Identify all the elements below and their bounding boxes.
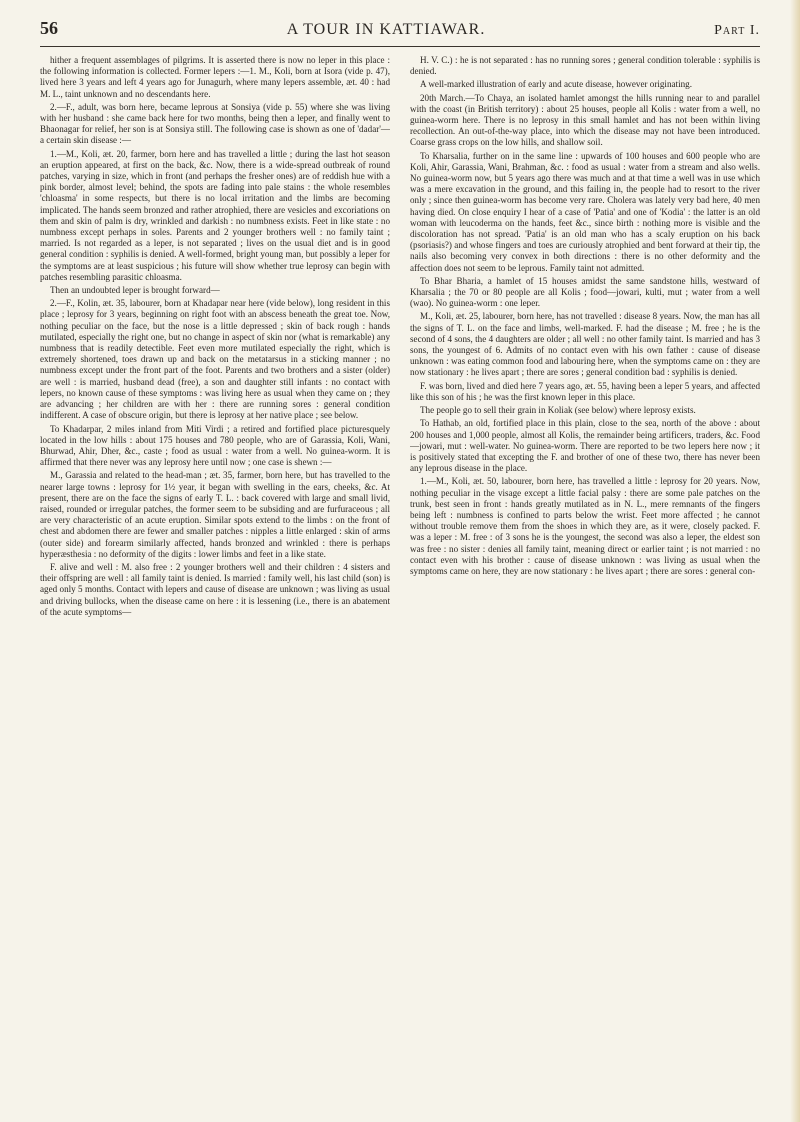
paragraph: 20th March.—To Chaya, an isolated hamlet amongst the hills running near to and parallel with the coast (in British territory) : about 25 houses, people all Kolis : water from a well, no guinea-worm here. There is no leprosy in this small hamlet and has not been within living recollection. An out-of-the-way place, into which the disease may not have been introduced. Coarse grass crops on the low hills, and shallow soil. [410, 92, 760, 148]
left-column [40, 55, 390, 1105]
paragraph: To Bhar Bharia, a hamlet of 15 houses amidst the same sandstone hills, westward of Kharsalia ; the 70 or 80 people are all Kolis ; food—jowari, kulti, mut ; water from a well (wao). No guinea-worm : one leper. [410, 275, 760, 309]
paragraph: The people go to sell their grain in Koliak (see below) where leprosy exists. [420, 405, 696, 416]
running-header [40, 18, 760, 40]
part-label: Part I. [714, 23, 760, 38]
right-column [410, 55, 760, 1105]
book-page [40, 18, 760, 1108]
page-number: 56 [40, 18, 58, 38]
paragraph: M., Garassia and related to the head-man ; æt. 35, farmer, born here, but has travelled to the nearer large towns : leprosy for 1½ year, it began with swelling in the ears, cheeks, &c. At present, there are on the face the signs of early T. L. : back covered with large and small livid, raised, rounded or irregular patches, the former seem to be subsiding and are furfuraceous ; all are very characteristic of an acute eruption. Similar spots extend to the limbs : on the front of chest and abdomen there are fewer and smaller patches : nipples a little enlarged : skin of arms (outer side) and forearm similarly affected, hands bronzed and wrinkled : there is perhaps hyperæsthesia : no deformity of the digits : lower limbs and feet in a like state. [40, 470, 390, 559]
text-columns [40, 55, 760, 1105]
paragraph: 2.—F., Kolin, æt. 35, labourer, born at Khadapar near here (vide below), long resident in this place ; leprosy for 3 years, beginning on right foot with an abscess beneath the great toe. Now, nothing peculiar on the face, but the nose is a little depressed ; skin of back rough : hands mutilated, especially the right one, but no change in aspect of skin nor (what is remarkable) any numbness that is readily detectible. Feet even more mutilated especially the right, which is extremely shortened, toes drawn up and back on the metatarsus in a sticking manner ; no numbness except under the front part of the foot. Parents and two brothers and a sister (older) are well : is married, husband dead (free), a son and daughter still infants : no contact with lepers, no known cause of these symptoms : was living here as usual when they came on ; they are advancing ; her children are with her : there are running sores : general condition indifferent. A case of obscure origin, but there is leprosy at her native place ; see below. [40, 298, 390, 421]
paragraph: F. alive and well : M. also free : 2 younger brothers well and their children : 4 sisters and their offspring are well : all family taint is denied. Is married : family well, his last child (son) is aged only 5 months. Contact with lepers and cause of disease are unknown ; was living as usual and driving bullocks, when the disease came on here : it is lessening (i.e., there is an abatement of the acute symptoms— [40, 561, 390, 617]
page-edge-shadow [790, 0, 800, 1122]
paragraph: 1.—M., Koli, æt. 20, farmer, born here and has travelled a little ; during the last hot season an eruption appeared, at first on the back, &c. Now, there is a wide-spread outbreak of round patches, varying in size, which in front (and perhaps the fresher ones) are of reddish hue with a pink border, almost level; behind, the spots are fading into pale stains : the whole resembles 'chloasma' in some respects, but there is no local irritation and the limbs are becoming implicated. The hands seem bronzed and rather atrophied, there are vesicles and excoriations on them and skin of palm is dry, wrinkled and darkish : no numbness exists. Feet in like state : no numbness except perhaps in soles. Parents and 2 younger brothers well : no family taint ; married. Is not regarded as a leper, is not separated ; lives on the usual diet and is in good general condition : syphilis is denied. A well-formed, bright young man, but possibly a leper for the symptoms are at least suspicious ; his future will show whether true leprosy can begin with patches resembling parasitic chloasma. [40, 148, 390, 282]
paragraph: 1.—M., Koli, æt. 50, labourer, born here, has travelled a little : leprosy for 20 years. Now, nothing peculiar in the visage except a little facial palsy : there are some pale patches on the trunk, best seen in front : hands greatly mutilated as in N. L., mere remnants of the fingers being left : numbness is confined to parts below the wrist. Feet more affected ; he cannot without trouble remove them from the shoes in which they are, as it were, closely packed. F. was a leper : M. free : of 3 sons he is the youngest, the second was also a leper, the eldest son was free : no sister : denies all family taint, meaning direct or earlier taint ; is not married : no contact even with his brother : cause of disease unknown : was living as usual when the symptoms came on here, they are now stationary : he lives apart ; there are sores : general con- [410, 476, 760, 576]
paragraph: F. was born, lived and died here 7 years ago, æt. 55, having been a leper 5 years, and affected like this son of his ; he was the first known leper in this place. [410, 380, 760, 402]
paragraph: hither a frequent assemblages of pilgrims. It is asserted there is now no leper in this place : the following information is collected. Former lepers :—1. M., Koli, born at Isora (vide p. 47), lived here 3 years and left 4 years ago for Junagurh, where many lepers assemble, æt. 40 : had M. L., taint unknown and no descendants here. [40, 55, 390, 99]
header-rule [40, 46, 760, 47]
paragraph: To Khadarpar, 2 miles inland from Miti Virdi ; a retired and fortified place picturesquely located in the low hills : about 175 houses and 780 people, who are of Garassia, Koli, Wani, Bhurwad, Ahir, Dher, &c., caste ; food as usual : water from a well. No guinea-worm. It is affirmed that there never was any leprosy here until now ; one case is shewn :— [40, 423, 390, 468]
paragraph: To Kharsalia, further on in the same line : upwards of 100 houses and 600 people who are Koli, Ahir, Garassia, Wani, Brahman, &c. : food as usual : water from a stream and also wells. No guinea-worm now, but 5 years ago there was much and at that time a well was in use which was a mere excavation in the ground, and this failing in, the people had to resort to the river only ; since then guinea-worm has become very rare. Cholera was lately very bad here, 40 men having died. On close enquiry I hear of a case of 'Patia' and one of 'Kodia' : the latter is an old woman with leucoderma on the hands, feet &c., since birth : nothing more is visible and the discoloration has not spread. 'Patia' is an old man who has a scaly eruption on his back (psoriasis?) and whose fingers and toes are curiously atrophied and bent forward at their tip, the nails also becoming very convex in both directions : there is no other deformity and the affection does not seem to be leprous. Family taint not admitted. [410, 150, 760, 273]
running-title: A TOUR IN KATTIAWAR. [286, 21, 486, 38]
paragraph: Then an undoubted leper is brought forward— [50, 285, 220, 296]
paragraph: To Hathab, an old, fortified place in this plain, close to the sea, north of the above : about 200 houses and 1,000 people, almost all Kolis, the remainder being artificers, traders, &c. Food—jowari, mut : well-water. No guinea-worm. There are reported to be two lepers here now ; it is positively stated that excepting the F. and brother of one of these two, there has never been any leprous disease in the place. [410, 418, 760, 474]
paragraph: M., Koli, æt. 25, labourer, born here, has not travelled : disease 8 years. Now, the man has all the signs of T. L. on the face and limbs, well-marked. F. had the disease ; M. free ; he is the second of 4 sons, the 4 daughters are older ; all well : no other family taint. Is married and has 3 sons, the youngest of 6. Admits of no contact even with his own father : cause of disease unknown : was eating common food and labouring here, when the symptoms came on : they are now stationary : he lives apart ; there are sores ; general condition bad : syphilis is denied. [410, 311, 760, 378]
paragraph: H. V. C.) : he is not separated : has no running sores ; general condition tolerable : syphilis is denied. [410, 55, 760, 77]
paragraph: 2.—F., adult, was born here, became leprous at Sonsiya (vide p. 55) where she was living with her husband : she came back here for two months, being then a leper, and finally went to Bhaonagar for relief, her son is at Sonsiya still. The following case is shown as one of 'dadar'—a certain skin disease :— [40, 101, 390, 146]
paragraph: A well-marked illustration of early and acute disease, however originating. [420, 79, 692, 90]
